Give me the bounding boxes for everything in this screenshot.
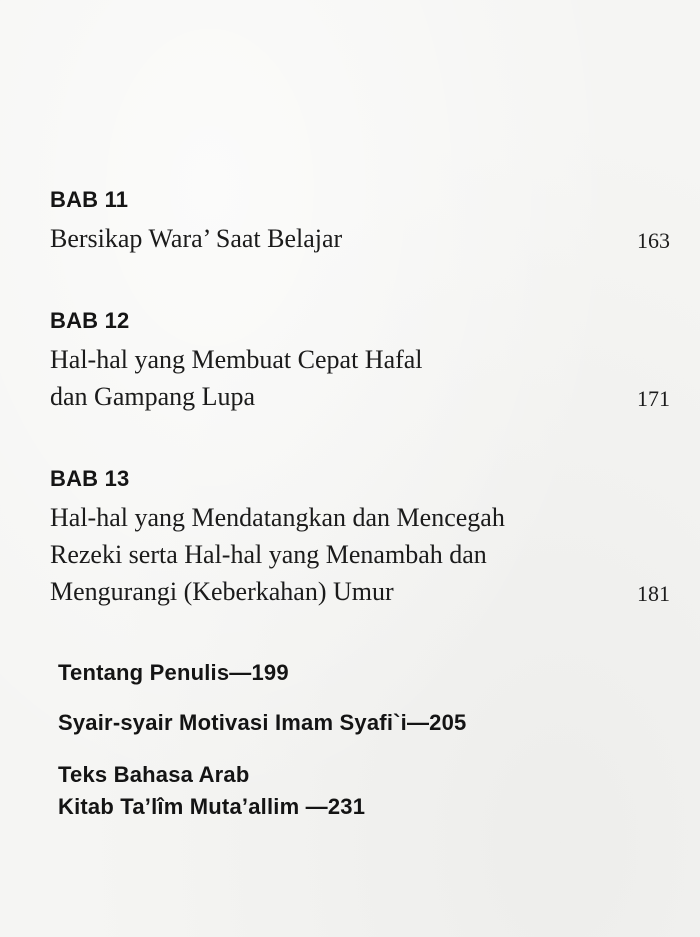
chapter-title-line: Rezeki serta Hal-hal yang Menambah dan	[50, 540, 487, 569]
toc-entry-author	[58, 657, 289, 689]
chapter-title-row	[50, 341, 670, 415]
chapter-title-line: dan Gampang Lupa	[50, 382, 256, 411]
chapter-title-line: Hal-hal yang Membuat Cepat Hafal	[50, 345, 423, 374]
chapter-title-line: Mengurangi (Keberkahan) Umur	[50, 577, 394, 606]
toc-entry-arabic-text	[58, 759, 365, 823]
toc-entry-line: Tentang Penulis—199	[58, 660, 289, 685]
page-number: 171	[637, 386, 670, 411]
toc-entry-line: Teks Bahasa Arab	[58, 762, 250, 787]
toc-entry-line: Syair-syair Motivasi Imam Syafi`i—205	[58, 710, 467, 735]
toc-entry-bab-13	[50, 465, 670, 610]
page-number: 181	[637, 581, 670, 606]
toc-entry-line: Kitab Ta’lîm Muta’allim —231	[58, 794, 366, 819]
chapter-label: BAB 13	[50, 466, 130, 491]
chapter-label: BAB 11	[50, 187, 129, 212]
chapter-title-line: Bersikap Wara’ Saat Belajar	[50, 224, 343, 253]
toc-entry-bab-11	[50, 186, 670, 257]
page-number: 163	[637, 228, 670, 253]
chapter-title-line: Hal-hal yang Mendatangkan dan Mencegah	[50, 503, 505, 532]
toc-entry-bab-12	[50, 307, 670, 415]
toc-entry-poems	[58, 707, 466, 739]
chapter-title-row	[50, 499, 670, 610]
chapter-title-row	[50, 220, 670, 257]
chapter-label: BAB 12	[50, 308, 130, 333]
